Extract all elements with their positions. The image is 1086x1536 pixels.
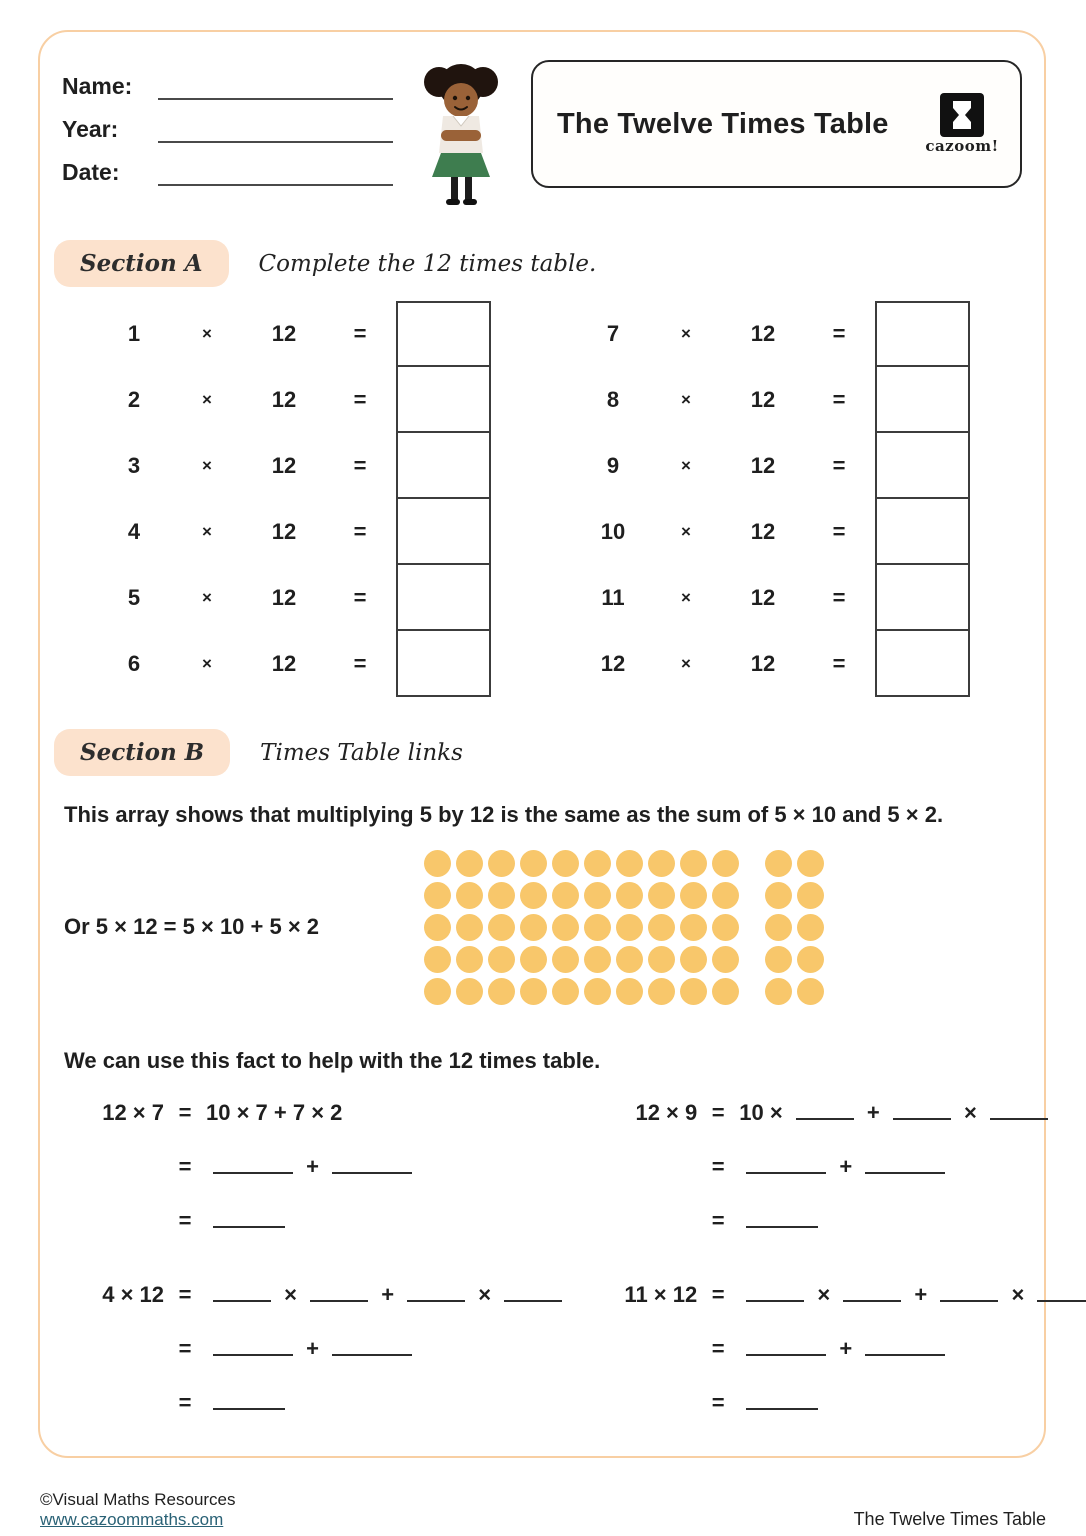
array-dot <box>616 914 643 941</box>
multiplicand: 6 <box>127 651 141 676</box>
student-mascot-illustration <box>413 60 509 208</box>
problem-line <box>62 1390 569 1416</box>
array-dot <box>456 946 483 973</box>
problem-expression: 10 × 7 + 7 × 2 <box>206 1100 343 1125</box>
array-dot <box>456 850 483 877</box>
answer-box <box>875 367 970 433</box>
equals-symbol: = <box>832 387 846 412</box>
problem-expression: + <box>206 1336 569 1362</box>
blank-line <box>213 1354 293 1356</box>
blank-line <box>865 1354 945 1356</box>
table-row <box>577 631 970 697</box>
problem-expression: + <box>739 1154 1086 1180</box>
times-symbol: × <box>681 522 691 541</box>
or-equation: Or 5 × 12 = 5 × 10 + 5 × 2 <box>64 914 320 939</box>
array-dot <box>424 882 451 909</box>
array-dot <box>765 914 792 941</box>
blank-line <box>332 1172 412 1174</box>
array-dot <box>680 978 707 1005</box>
array-dot <box>648 946 675 973</box>
table-row <box>98 499 491 565</box>
problem-line <box>595 1208 1086 1234</box>
answer-box <box>875 499 970 565</box>
times-symbol: × <box>202 588 212 607</box>
page-title: The Twelve Times Table <box>557 107 889 140</box>
answer-box <box>875 301 970 367</box>
footer-doc-title: The Twelve Times Table <box>853 1509 1046 1529</box>
problem-lhs: 12 × 9 <box>635 1100 698 1125</box>
blank-line <box>1037 1300 1086 1302</box>
table-row <box>98 301 491 367</box>
problem-lhs: 11 × 12 <box>624 1282 698 1307</box>
array-dot <box>552 978 579 1005</box>
array-dot <box>712 946 739 973</box>
equals-symbol: = <box>711 1208 725 1233</box>
array-dot <box>488 946 515 973</box>
problem-line <box>595 1154 1086 1180</box>
equals-symbol: = <box>353 387 367 412</box>
blank-line <box>213 1408 285 1410</box>
title-box <box>531 60 1022 188</box>
problem-lhs: 4 × 12 <box>102 1282 164 1307</box>
array-dot <box>648 978 675 1005</box>
times-symbol: × <box>202 324 212 343</box>
problem-lhs: 12 × 7 <box>102 1100 164 1125</box>
times-symbol: × <box>681 390 691 409</box>
answer-box <box>396 301 491 367</box>
array-dot <box>424 978 451 1005</box>
equals-symbol: = <box>178 1282 192 1307</box>
problem-line <box>62 1208 569 1234</box>
array-dot <box>488 850 515 877</box>
blank-line <box>504 1300 562 1302</box>
equals-symbol: = <box>353 321 367 346</box>
date-field <box>62 158 407 186</box>
problems-grid <box>62 1100 1038 1464</box>
array-dot <box>520 850 547 877</box>
times-table-left-column <box>98 301 491 697</box>
problem-expression: + <box>206 1154 569 1180</box>
array-dot <box>520 914 547 941</box>
times-symbol: × <box>681 456 691 475</box>
blank-line <box>310 1300 368 1302</box>
multiplicand: 4 <box>127 519 141 544</box>
array-caption: This array shows that multiplying 5 by 12 is the same as the sum of 5 × 10 and 5 × 2. <box>64 802 944 827</box>
array-dot <box>616 850 643 877</box>
blank-line <box>843 1300 901 1302</box>
problem-expression: × + × <box>206 1282 569 1308</box>
multiplier: 12 <box>271 387 297 412</box>
multiplicand: 12 <box>600 651 626 676</box>
year-label: Year: <box>62 116 119 142</box>
array-dot <box>765 850 792 877</box>
array-dot <box>488 978 515 1005</box>
blank-line <box>796 1118 854 1120</box>
equals-symbol: = <box>353 651 367 676</box>
equals-symbol: = <box>832 519 846 544</box>
multiplier: 12 <box>750 585 776 610</box>
times-symbol: × <box>681 654 691 673</box>
multiplier: 12 <box>750 387 776 412</box>
array-dot <box>424 946 451 973</box>
array-dot <box>712 914 739 941</box>
equals-symbol: = <box>353 453 367 478</box>
equals-symbol: = <box>353 519 367 544</box>
answer-box <box>875 433 970 499</box>
equals-symbol: = <box>178 1390 192 1415</box>
array-dot <box>797 978 824 1005</box>
table-row <box>98 565 491 631</box>
blank-line <box>746 1300 804 1302</box>
blank-line <box>213 1300 271 1302</box>
blank-line <box>213 1172 293 1174</box>
problem-line <box>62 1282 569 1308</box>
name-line <box>158 72 393 100</box>
multiplier: 12 <box>271 585 297 610</box>
answer-box <box>396 499 491 565</box>
blank-line <box>746 1408 818 1410</box>
multiplicand: 9 <box>606 453 620 478</box>
array-dot <box>648 914 675 941</box>
multiplicand: 7 <box>606 321 620 346</box>
table-row <box>577 433 970 499</box>
equals-symbol: = <box>832 585 846 610</box>
array-dot <box>616 882 643 909</box>
array-dot <box>616 946 643 973</box>
equals-symbol: = <box>711 1390 725 1415</box>
name-field <box>62 72 407 100</box>
times-table <box>38 301 1046 697</box>
answer-box <box>396 367 491 433</box>
multiplicand: 2 <box>127 387 141 412</box>
section-b-header <box>38 729 1046 776</box>
blank-line <box>746 1226 818 1228</box>
problem-expression <box>739 1390 1086 1416</box>
array-dot <box>765 978 792 1005</box>
array-dot <box>680 946 707 973</box>
equals-symbol: = <box>832 453 846 478</box>
table-row <box>98 631 491 697</box>
cazoom-logo-icon <box>940 93 984 137</box>
array-dot <box>520 978 547 1005</box>
multiplicand: 11 <box>601 585 625 610</box>
blank-line <box>893 1118 951 1120</box>
cazoom-logo <box>922 93 1002 155</box>
equals-symbol: = <box>178 1336 192 1361</box>
times-table-right-column <box>577 301 970 697</box>
problem-expression <box>206 1390 569 1416</box>
array-dot <box>488 914 515 941</box>
multiplier: 12 <box>750 321 776 346</box>
section-b-badge: Section B <box>54 729 230 776</box>
multiplier: 12 <box>750 651 776 676</box>
multiplier: 12 <box>271 321 297 346</box>
array-dot <box>488 882 515 909</box>
problem-line <box>62 1336 569 1362</box>
array-dot <box>584 978 611 1005</box>
student-fields <box>62 60 407 208</box>
problem-4x12 <box>62 1282 569 1444</box>
answer-box <box>875 565 970 631</box>
problem-line <box>595 1282 1086 1308</box>
times-symbol: × <box>202 654 212 673</box>
array-dot <box>520 882 547 909</box>
array-dot <box>456 978 483 1005</box>
year-line <box>158 115 393 143</box>
section-a-instruction: Complete the 12 times table. <box>258 250 597 277</box>
multiplicand: 5 <box>127 585 141 610</box>
array-dot <box>797 914 824 941</box>
array-dot <box>712 978 739 1005</box>
blank-line <box>746 1172 826 1174</box>
dot-array <box>424 850 1046 1005</box>
table-row <box>98 433 491 499</box>
problem-12x7 <box>62 1100 569 1262</box>
array-area <box>38 850 1046 1018</box>
section-b-instruction: Times Table links <box>260 739 463 766</box>
array-dot <box>584 946 611 973</box>
table-row <box>577 499 970 565</box>
answer-box <box>396 433 491 499</box>
array-dot <box>584 882 611 909</box>
problem-11x12 <box>595 1282 1086 1444</box>
problem-expression <box>739 1208 1086 1234</box>
blank-line <box>746 1354 826 1356</box>
blank-line <box>407 1300 465 1302</box>
problem-12x9 <box>595 1100 1086 1262</box>
array-dot <box>584 850 611 877</box>
problem-line <box>62 1154 569 1180</box>
multiplier: 12 <box>271 651 297 676</box>
blank-line <box>865 1172 945 1174</box>
array-dot <box>680 882 707 909</box>
equals-symbol: = <box>832 321 846 346</box>
equals-symbol: = <box>178 1154 192 1179</box>
array-dot <box>797 882 824 909</box>
year-field <box>62 115 407 143</box>
blank-line <box>990 1118 1048 1120</box>
array-dot <box>712 850 739 877</box>
array-dot <box>424 914 451 941</box>
equals-symbol: = <box>832 651 846 676</box>
times-symbol: × <box>202 522 212 541</box>
problem-expression <box>206 1208 569 1234</box>
problem-line <box>595 1390 1086 1416</box>
cazoom-website-link[interactable]: www.cazoommaths.com <box>40 1510 224 1529</box>
problem-line <box>62 1100 569 1126</box>
name-label: Name: <box>62 73 133 99</box>
table-row <box>98 367 491 433</box>
table-row <box>577 565 970 631</box>
array-dot <box>616 978 643 1005</box>
copyright-text: ©Visual Maths Resources <box>40 1490 236 1509</box>
date-label: Date: <box>62 159 120 185</box>
equals-symbol: = <box>711 1154 725 1179</box>
blank-line <box>940 1300 998 1302</box>
array-dot <box>520 946 547 973</box>
section-a-header <box>38 240 1046 287</box>
problem-line <box>595 1336 1086 1362</box>
array-dot <box>424 850 451 877</box>
times-symbol: × <box>202 390 212 409</box>
answer-box <box>396 631 491 697</box>
times-symbol: × <box>202 456 212 475</box>
multiplicand: 1 <box>127 321 141 346</box>
array-dot <box>552 882 579 909</box>
array-dot <box>680 914 707 941</box>
array-dot <box>456 914 483 941</box>
array-dot <box>648 850 675 877</box>
section-a-badge: Section A <box>54 240 229 287</box>
multiplier: 12 <box>750 453 776 478</box>
equals-symbol: = <box>353 585 367 610</box>
array-dot <box>552 914 579 941</box>
array-dot <box>765 946 792 973</box>
problem-expression: + <box>739 1336 1086 1362</box>
multiplicand: 10 <box>600 519 626 544</box>
equals-symbol: = <box>178 1208 192 1233</box>
cazoom-logo-text: cazoom! <box>925 137 999 155</box>
array-dot <box>797 850 824 877</box>
blank-line <box>213 1226 285 1228</box>
array-dot <box>712 882 739 909</box>
array-dot <box>552 946 579 973</box>
answer-box <box>875 631 970 697</box>
array-dot <box>797 946 824 973</box>
blank-line <box>332 1354 412 1356</box>
answer-box <box>396 565 491 631</box>
multiplicand: 3 <box>127 453 141 478</box>
footer-left <box>40 1490 236 1530</box>
equals-symbol: = <box>711 1336 725 1361</box>
footer <box>40 1490 1046 1530</box>
equals-symbol: = <box>711 1282 725 1307</box>
multiplicand: 8 <box>606 387 620 412</box>
array-dot <box>648 882 675 909</box>
fact-line: We can use this fact to help with the 12 times table. <box>64 1048 601 1073</box>
multiplier: 12 <box>271 519 297 544</box>
array-dot <box>680 850 707 877</box>
times-symbol: × <box>681 324 691 343</box>
multiplier: 12 <box>271 453 297 478</box>
problem-line <box>595 1100 1086 1126</box>
header <box>38 30 1046 208</box>
array-dot <box>584 914 611 941</box>
equals-symbol: = <box>711 1100 725 1125</box>
date-line <box>158 158 393 186</box>
worksheet <box>38 30 1046 1464</box>
times-symbol: × <box>681 588 691 607</box>
problem-expression: × + × <box>739 1282 1086 1308</box>
array-dot <box>765 882 792 909</box>
array-dot <box>456 882 483 909</box>
table-row <box>577 301 970 367</box>
problem-expression: 10 × + × <box>739 1100 1086 1126</box>
array-dot <box>552 850 579 877</box>
multiplier: 12 <box>750 519 776 544</box>
table-row <box>577 367 970 433</box>
equals-symbol: = <box>178 1100 192 1125</box>
